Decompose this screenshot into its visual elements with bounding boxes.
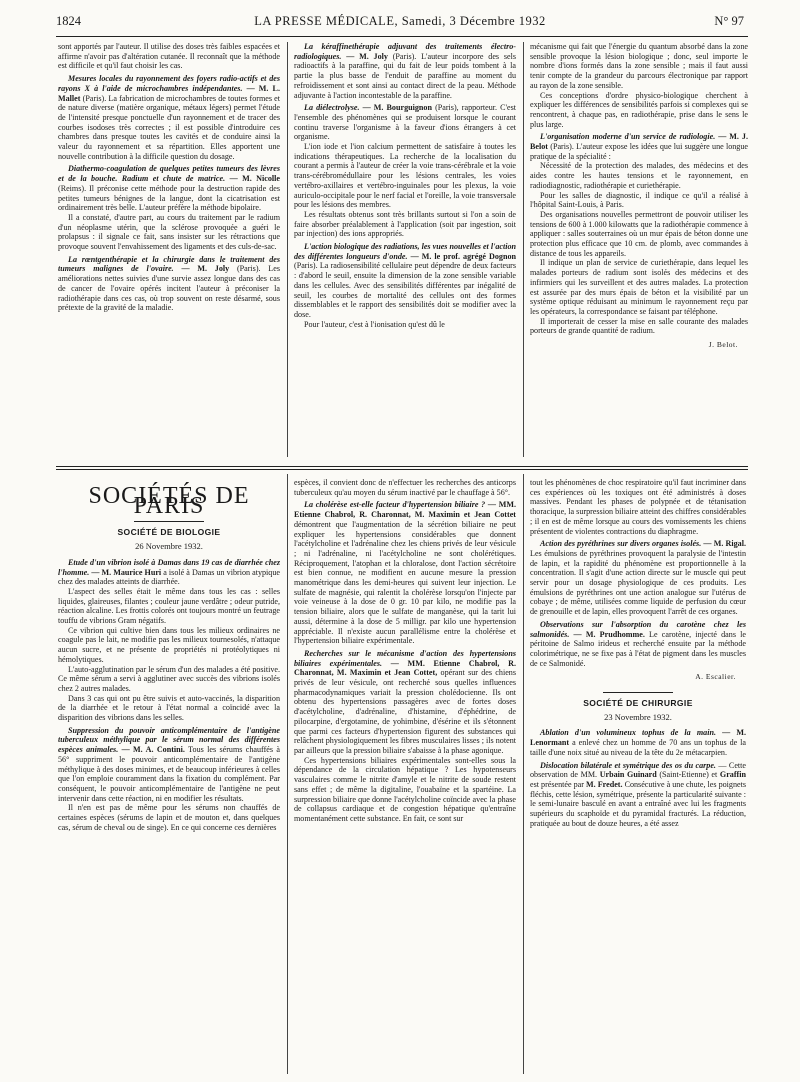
section-rule-bottom: [56, 469, 748, 470]
article-author: M. Fredet.: [586, 779, 623, 789]
paragraph: L'aspect des selles était le même dans tous les cas : selles liquides, glaireuses, filantes ; couleur jaune verdâtre ; odeur putride, réaction alcaline. Les frottis colorés ont toujours montré un feutrage touffu de vibrions Gram négatifs.: [58, 586, 280, 626]
article-text: démontrent que l'augmentation de la sécrétion biliaire ne peut expliquer les hypertensions considérables que donnent l'acétylcholine et l'adrénaline chez les chiens privés de leur vésicule ; ni l'adrénaline, ni l'acétylcholine ne sont cholérétiques. Réciproquement, l'atophan et la chloralose, dont l'action sécrétoire est bien connue, ne modifient en aucune mesure la pression manométrique dans les demi-heures qui suivent leur injection. Le sulfate de magnésie, qui ralentit la cholérèse lorsqu'on l'injecte par voie veineuse à la dose de 0 gr. 10 par kilo, ne modifie pas la tension biliaire, alors que le sulfate de manganèse, qui la tarit lui aussi, détermine à la dose de 5 milligr. par kilo une hypertension appréciable. Il n'existe aucun parallélisme entre la cholérèse et l'hypertension biliaire expérimentale.: [294, 519, 516, 646]
article-text: est présentée par: [530, 779, 584, 789]
paragraph: Pour l'auteur, c'est à l'ionisation qu'est dû le: [304, 319, 445, 329]
paragraph: Des organisations nouvelles permettront de pouvoir utiliser les tensions de 600 à 1.000 kilowatts que la radiothérapie commence à appliquer : salles souterraines où un mur épais de béton donne une protection plus efficace que 10 cm. de plomb, avec commandes à distance de tous les appareils.: [530, 209, 748, 258]
paragraph: Ces conceptions d'ordre physico-biologique cherchent à expliquer les différences de sensibilités parfois si complexes qui se rencontrent, à chaque pas, en radiothérapie, prise dans le sens le plus large.: [530, 90, 748, 129]
article-author: — MM. Etienne Chabrol, R. Charonnat, M. Maximin et Jean Cottet,: [294, 658, 516, 678]
top-column-2: [294, 42, 516, 454]
bottom-column-1: [58, 478, 280, 1072]
article-entry: [530, 728, 746, 757]
article-title: La cholérèse est-elle facteur d'hypertension biliaire ?: [304, 500, 486, 510]
paragraph: Il n'en est pas de même pour les sérums non chauffés de certaines espèces (sérums de lapin et de mouton et, dans quelques cas, sérum de cheval ou de singe). En ce qui concerne ces dernières: [58, 803, 280, 832]
article-entry: [294, 42, 516, 100]
article-text: Tous les sérums chauffés à 56° suppriment le pouvoir anticomplémentaire de l'antigène méthylique à des doses minimes, et de beaucoup inférieures à celles que l'on emploie couramment dans la fixation du complément. Par conséquent, le pouvoir anticomplémentaire de l'antigène ne peut intervenir dans cette réaction, ni en modifier les résultats.: [58, 745, 280, 803]
bottom-column-3: [530, 478, 746, 1072]
article-title: Dislocation bilatérale et symétrique des os du carpe.: [540, 760, 716, 770]
article-text: a enlevé chez un homme de 70 ans un tophus de la taille d'une noix situé au niveau de la tête du 2e métacarpien.: [530, 738, 746, 757]
column-divider: [523, 42, 524, 457]
paragraph: Les résultats obtenus sont très brillants surtout si l'on a soin de faire absorber préalablement à l'application (soit par ingestion, soit par injection) des ions appropriés.: [294, 209, 516, 239]
article-title: La diélectrolyse.: [304, 103, 360, 113]
session-date: 23 Novembre 1932.: [604, 711, 672, 722]
title-rule: [134, 521, 204, 522]
article-text: (Paris). La fabrication de microchambres de toutes formes et de nature diverse (matière organique, métaux légers) permet l'étude de l'intensité presque ponctuelle d'un rayonnement et de tracer des courbes isodoses très correctes ; il est possible d'introduire ces chambres dans presque toutes les cavités et de conduire ainsi la valeur du rayonnement et sa répartition. Elles apportent une nouvelle contribution à la difficile question du dosage.: [58, 93, 280, 161]
article-author: Urbain Guinard: [599, 770, 657, 780]
article-entry: [58, 255, 280, 313]
article-text: (Paris). L'auteur expose les idées que lui suggère une longue pratique de la spécialité :: [530, 142, 748, 161]
session-date: 26 Novembre 1932.: [135, 541, 203, 552]
article-title: Recherches sur le mécanisme d'action des hypertensions biliaires expérimentales.: [294, 648, 516, 668]
article-title: L'organisation moderne d'un service de radiologie.: [540, 132, 716, 142]
paragraph: Nécessité de la protection des malades, des médecins et des aides contre les hautes tensions et le rayonnement, en radiodiagnostic, radiothérapie et curiethérapie.: [530, 161, 748, 190]
section-rule-top: [56, 466, 748, 467]
article-author: Graffin: [719, 770, 746, 780]
society-heading: SOCIÉTÉ DE BIOLOGIE: [117, 527, 221, 538]
article-entry: [58, 558, 280, 587]
article-text: (Paris). La radiosensibilité cellulaire peut dépendre de deux facteurs : d'abord le seuil, ensuite la dimension de la zone sensible variable dans les cellules. Avec des sensibilités différentes par inégalité de seuil, les courbes de mortalité des cellules ont des formes dissemblables et le rapport des sensibilités doit se modifier avec la dose.: [294, 261, 516, 319]
issue-number: N° 97: [714, 14, 744, 28]
bottom-column-2: [294, 478, 516, 1072]
article-text: (Saint-Etienne) et: [659, 770, 718, 780]
top-article-area: [58, 42, 748, 462]
article-title: Observations sur l'absorption du carotène chez les salmonidés.: [530, 619, 746, 639]
page-number: 1824: [56, 14, 81, 28]
article-author: — M. Lenormant: [530, 728, 746, 748]
paragraph: Il importerait de cesser la mise en salle courante des malades porteurs de grande quantité de radium.: [530, 316, 748, 336]
article-text: Consécutive à une chute, les poignets fléchis, cette lésion, symétrique, présente la particularité suivante : le semi-lunaire basculé en avant a entraîné avec lui les fragments supérieurs du scaphoïde et du pyramidal fracturés. La réduction, pratiquée au bout de douze heures, a été assez: [530, 779, 746, 828]
section-title: SOCIÉTÉS DE PARIS: [88, 483, 250, 519]
paragraph: sont apportés par l'auteur. Il utilise des doses très faibles espacées et affirme n'avoir pas d'altération cutanée. Il reconnaît que la méthode est difficile et qu'il faut choisir les cas.: [58, 42, 280, 71]
article-text: Les émulsions de pyréthrines provoquent la paralysie de l'intestin de lapin, et la rapidité du phénomène est proportionnelle à la concentration. Il s'agit d'une action directe sur le muscle qui peut servir pour un dosage physiologique de ces produits. Les émulsions de pyréthrines ont une action analogue sur l'utérus de cobaye ; de même, utilisées comme liquide de perfusion du cœur de grenouille et de lapin, elles provoquent l'arrêt de ces organes.: [530, 548, 746, 617]
article-text: — Cette observation de MM.: [530, 760, 746, 780]
paragraph: Dans 3 cas qui ont pu être suivis et auto-vaccinés, la disparition de la diarrhée et le retour à l'état normal a coïncidé avec la disparition des vibrions dans les selles.: [58, 693, 280, 723]
article-author: — M. Maurice Huri: [91, 567, 162, 577]
article-entry: [530, 539, 746, 617]
article-title: Suppression du pouvoir anticomplémentaire de l'antigène tuberculeux méthylique par le sérum normal des différentes espèces animales.: [58, 725, 280, 755]
paragraph: L'ion iode et l'ion calcium permettent de satisfaire à toutes les indications thérapeutiques. La recherche de la localisation du courant a permis à l'auteur de créer la voie trans-cérébrale et la voie trans-cérébromédullaire pour les lésions centrales, les voies vertébro-axillaires et vertébro-inguinales pour les plexus, la voie auriculo-occipitale pour le nerf facial et l'oreille, la voie transversale pour les lésions des membres.: [294, 142, 516, 210]
page-header: [56, 14, 744, 34]
article-author: — M. J. Belot: [530, 132, 748, 152]
article-title: Mesures locales du rayonnement des foyers radio-actifs et des rayons X à l'aide de microchambres indépendantes.: [58, 74, 280, 93]
paragraph: espèces, il convient donc de n'effectuer les recherches des anticorps tuberculeux qu'au moyen du sérum inactivé par le chauffage à 56°.: [294, 478, 516, 497]
article-entry: [530, 132, 748, 161]
article-entry: [58, 726, 280, 804]
article-entry: [294, 103, 516, 142]
top-column-3: [530, 42, 748, 454]
article-text: opérant sur des chiens privés de leur vésicule, ont recherché sous quelles influences pharmacodynamiques variait la pression cholédocienne. Ils ont obtenu des hypertensions passagères avec de fortes doses d'acétylcholine, d'adrénaline, d'histamine, d'éphédrine, de pilocarpine, d'ergotamine, de yohimbine, d'ésérine et ils s'étonnent que parmi ces facteurs d'hypertension figurent des substances qui relâchent physiologiquement les fibres musculaires lisses ; ils notent par ailleurs que la pression biliaire s'abaisse à la phase agonique.: [294, 668, 516, 755]
article-author: — M. Nicolle: [229, 174, 280, 184]
article-title: L'action biologique des radiations, les vues nouvelles et l'action des différentes longueurs d'onde.: [294, 242, 516, 261]
paragraph: Il indique un plan de service de curiethérapie, dans lequel les malades porteurs de radium sont isolés des médecins et des infirmiers qui les surveillent et des autres malades. La protection est assurée par des murs épais de béton et la visibilité par un système optique réduisant au minimum le rayonnement reçu par les opérateurs, la correspondance se faisant par téléphone.: [530, 258, 748, 316]
signature: J. Belot.: [708, 340, 738, 350]
article-author: — M. L. Mallet: [58, 83, 280, 103]
column-divider: [523, 474, 524, 1074]
article-text: Le carotène, injecté dans le péritoine de Salmo irideus et recherché ensuite par la méthode colorimétrique, ne se fixe pas à l'état de pigment dans les muscles de ce Salmonidé.: [530, 629, 746, 668]
article-author: — M. Joly: [181, 264, 230, 274]
paragraph: Il a constaté, d'autre part, au cours du traitement par le radium d'un néoplasme utérin, que la sclérose provoquée a guéri le prolapsus : il signale ce fait, sans insister sur les rétractions que provoque souvent l'envahissement des ligaments et des culs-de-sac.: [58, 212, 280, 252]
article-text: (Paris), rapporteur. C'est l'ensemble des phénomènes qui se produisent lorsque le courant continu traverse l'organisme à la faveur d'ions étrangers à cet organisme.: [294, 103, 516, 142]
paragraph: L'auto-agglutination par le sérum d'un des malades a été positive. Ce même sérum a servi à agglutiner avec succès des vibrions isolés chez 2 autres malades.: [58, 664, 280, 693]
article-author: — M. Joly: [346, 51, 388, 61]
paragraph: Ces hypertensions biliaires expérimentales sont-elles sous la dépendance de la circulation hépatique ? Les hypotenseurs vasculaires comme le nitrite d'amyle et le nitrite de soude restent sans effet ; de même la digitaline, l'ouabaïne et la spartéine. La surpression biliaire que donne l'acétylcholine coïncide avec la phase de collapsus cardiaque et de congestion hépatique qu'entraîne momentanément cette substance. En fait, ce sont sur: [294, 755, 516, 823]
article-entry: [294, 649, 516, 756]
column-divider: [287, 474, 288, 1074]
header-rule: [56, 36, 748, 37]
article-text: (Paris). L'auteur incorpore des sels radioactifs à la paraffine, qui du fait de leur poids tombent à la partie la plus basse de l'enduit de paraffine au moment du refroidissement et sont ainsi au contact direct de la peau. Méthode adjuvante à l'action incontestable de la paraffine.: [294, 51, 516, 100]
article-title: La kéraffinethérapie adjuvant des traitements électro-radiologiques.: [294, 42, 516, 61]
paragraph: mécanisme qui fait que l'énergie du quantum absorbé dans la zone sensible provoque la lésion biologique ; donc, seul importe le nombre d'ions formés dans la zone sensible ; mais il faut aussi tenir compte de la grandeur du parcours électronique par rapport au rayon de la zone sensible.: [530, 42, 748, 90]
article-text: (Reims). Il préconise cette méthode pour la destruction rapide des petites tumeurs bénignes de la langue, dont la cicatrisation est ordinairement très belle. L'auteur préfère la méthode bipolaire.: [58, 183, 280, 213]
article-author: — M. Prudhomme.: [573, 629, 645, 639]
top-column-1: [58, 42, 280, 454]
article-entry: [294, 500, 516, 646]
article-author: — M. Bourguignon: [362, 103, 432, 113]
section-rule: [603, 692, 673, 693]
paragraph: Ce vibrion qui cultive bien dans tous les milieux ordinaires ne coagule pas le lait, ne modifie pas les milieux tournesolés, n'attaque aucun sucre, et ne présente de propriétés ni protéolytiques ni hémolytiques.: [58, 625, 280, 664]
article-text: a isolé à Damas un vibrion atypique chez des malades atteints de diarrhée.: [58, 567, 280, 587]
article-author: — M. A. Contini.: [121, 745, 185, 755]
article-title: Etude d'un vibrion isolé à Damas dans 19 cas de diarrhée chez l'homme.: [58, 557, 280, 577]
article-author: — M. Rigal.: [703, 539, 746, 549]
society-heading: SOCIÉTÉ DE CHIRURGIE: [583, 698, 693, 709]
column-divider: [287, 42, 288, 457]
article-entry: [530, 761, 746, 829]
article-author: — M. le prof. agrégé Dognon: [410, 251, 516, 261]
article-entry: [530, 620, 746, 669]
paragraph: tout les phénomènes de choc respiratoire qu'il faut incriminer dans ces expériences où les toxiques ont été administrés à doses massives. Pendant les phases de polypnée et de tétanisation thoracique, la surpression biliaire atteint des chiffres considérables ; il en est de même lorsque au cours des vomissements les chiens présentent de violentes contractions du diaphragme.: [530, 478, 746, 536]
article-text: (Paris). Les améliorations nettes suivies d'une survie assez longue dans des cas de cancer de l'ovaire opérés incitent l'auteur à préconiser la radiothérapie dans ces cas, où trop souvent on reste désarmé, sous prétexte de la gravité de la maladie.: [58, 264, 280, 313]
article-entry: [294, 242, 516, 320]
article-title: Ablation d'un volumineux tophus de la main.: [540, 728, 716, 738]
article-title: Diathermo-coagulation de quelques petites tumeurs des lèvres et de la bouche. Radium et chute de matrice.: [58, 164, 280, 184]
article-title: Action des pyréthrines sur divers organes isolés.: [540, 539, 702, 549]
article-title: La rœntgenthérapie et la chirurgie dans le traitement des tumeurs malignes de l'ovaire.: [58, 254, 280, 274]
article-entry: [58, 74, 280, 161]
signature: A. Escalier.: [695, 672, 736, 682]
journal-title: LA PRESSE MÉDICALE, Samedi, 3 Décembre 1932: [254, 14, 546, 28]
paragraph: Pour les salles de diagnostic, il indique ce qu'il a réalisé à l'hôpital Saint-Louis, à Paris.: [530, 190, 748, 210]
article-entry: [58, 164, 280, 213]
article-author: — MM. Etienne Chabrol, R. Charonnat, M. Maximin et Jean Cottet: [294, 500, 516, 520]
